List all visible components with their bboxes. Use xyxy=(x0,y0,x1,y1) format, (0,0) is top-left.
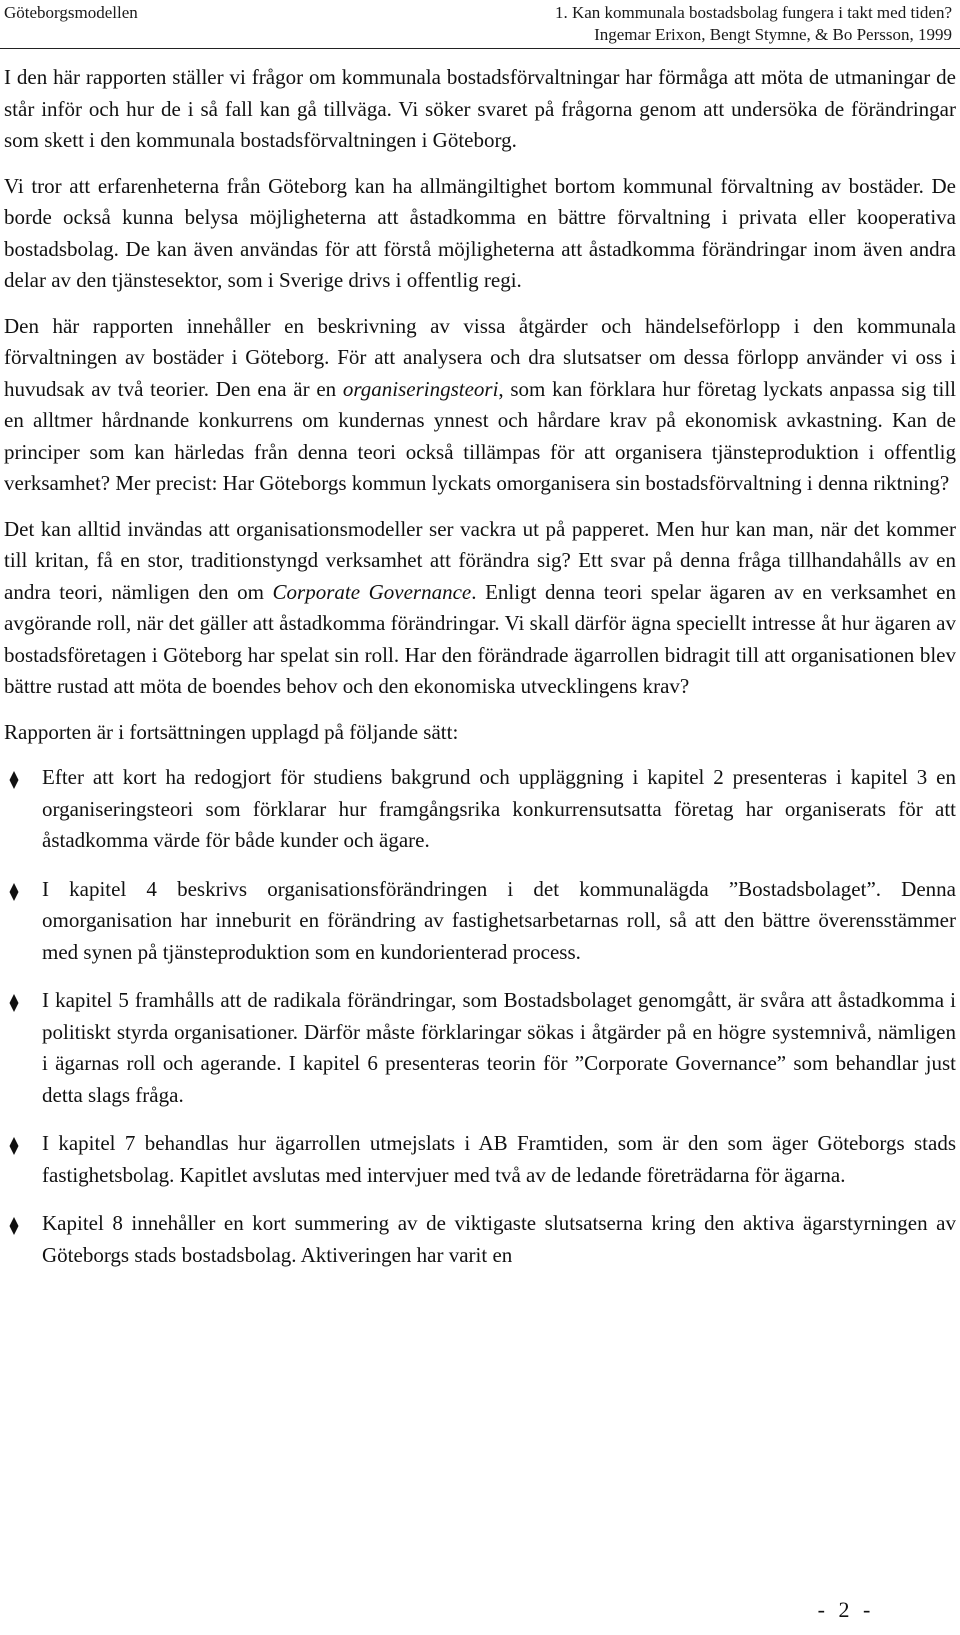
list-item xyxy=(4,874,956,969)
list-item xyxy=(4,762,956,857)
list-item-text: I kapitel 7 behandlas hur ägarrollen utmejslats i AB Framtiden, som är den som äger Göteborgs stads fastighetsbolag. Kapitlet avslutas med intervjuer med två av de ledande företrädarna för ägarna. xyxy=(42,1131,956,1187)
list-item xyxy=(4,1208,956,1271)
page-body xyxy=(4,62,956,1288)
list-item-text: I kapitel 4 beskrivs organisationsförändringen i det kommunalägda ”Bostadsbolaget”. Denna omorganisation har inneburit en förändring av fastighetsarbetarnas roll, så att den bättre överensstämmer med synen på tjänsteproduktion som en kundorienterad process. xyxy=(42,876,956,964)
list-item xyxy=(4,985,956,1111)
header-left-title: Göteborgsmodellen xyxy=(4,3,138,22)
page-number: - 2 - xyxy=(817,1597,875,1622)
diamond-bullet-icon xyxy=(4,985,24,1016)
paragraph-4-text-b: . Enligt denna teori spelar ägaren av en verksamhet en avgörande roll, när det gäller att åstadkomma förändringar. Vi skall därför ägna speciellt intresse åt hur ägaren av bostadsföretagen i Göteborg har spelat sin roll. Har den förändrade ägarrollen bidragit till att organisationen blev bättre rustad att möta de boendes behov och den ekonomiska utvecklingens krav? xyxy=(4,579,956,698)
page-footer xyxy=(0,1597,960,1623)
diamond-bullet-icon xyxy=(4,1208,24,1239)
paragraph-3-emphasis: organiseringsteori xyxy=(342,376,499,401)
diamond-bullet-icon xyxy=(4,1128,24,1159)
header-authors: Ingemar Erixon, Bengt Stymne, & Bo Persson, 1999 xyxy=(594,25,952,44)
paragraph-4-emphasis: Corporate Governance xyxy=(272,579,472,604)
list-item xyxy=(4,1128,956,1191)
list-item-text: Efter att kort ha redogjort för studiens bakgrund och uppläggning i kapitel 2 presenteras i kapitel 3 en organiseringsteori som förklarar hur framgångsrika konkurrensutsatta företag har organiserats för att åstadkomma värde för både kunder och ägare. xyxy=(42,765,956,852)
paragraph-3-text-b: , som kan förklara hur företag lyckats anpassa sig till en alltmer hårdnande konkurrens om kundernas ynnest och hårdare krav på ekonomisk avkastning. Kan de principer som kan härledas från denna teori också tillämpas för att organisera tjänsteproduktion i offentlig verksamhet? Mer precist: Har Göteborgs kommun lyckats omorganisera sin bostadsförvaltning i denna riktning? xyxy=(4,376,956,495)
header-rule xyxy=(0,48,960,49)
paragraph-4-text-a: Det kan alltid invändas att organisationsmodeller ser vackra ut på papperet. Men hur kan man, när det kommer till kritan, få en stor, traditionstyngd verksamhet att förändra sig? Ett svar på denna fråga tillhandahålls av en andra teori, nämligen den om xyxy=(4,516,956,604)
paragraph-5: Rapporten är i fortsättningen upplagd på följande sätt: xyxy=(4,719,459,744)
paragraph-3-text-a: Den här rapporten innehåller en beskrivning av vissa åtgärder och händelseförlopp i den kommunala förvaltningen av bostäder i Göteborg. För att analysera och dra slutsatser om dessa förlopp använder vi oss i huvudsak av två teorier. Den ena är en xyxy=(4,313,956,401)
paragraph-3 xyxy=(4,311,956,500)
diamond-bullet-icon xyxy=(4,874,24,905)
header-right-block xyxy=(555,2,952,46)
paragraph-4 xyxy=(4,514,956,703)
header-chapter-title: 1. Kan kommunala bostadsbolag fungera i takt med tiden? xyxy=(554,3,952,22)
list-item-text: Kapitel 8 innehåller en kort summering av de viktigaste slutsatserna kring den aktiva ägarstyrningen av Göteborgs stads bostadsbolag. Aktiveringen har varit en xyxy=(42,1211,956,1267)
diamond-bullet-icon xyxy=(4,762,24,793)
chapter-list xyxy=(4,762,956,1271)
list-item-text: I kapitel 5 framhålls att de radikala förändringar, som Bostadsbolaget genomgått, är svåra att åstadkomma i politiskt styrda organisationer. Därför måste förklaringar sökas i åtgärder på en högre systemnivå, nämligen i ägarnas roll och agerande. I kapitel 6 presenteras teorin för ”Corporate Governance” som behandlar just detta slags fråga. xyxy=(42,988,956,1107)
paragraph-1: I den här rapporten ställer vi frågor om kommunala bostadsförvaltningar har förmåga att möta de utmaningar de står inför och hur de i så fall kan gå tillväga. Vi söker svaret på frågorna genom att undersöka de förändringar som skett i den kommunala bostadsförvaltningen i Göteborg. xyxy=(4,65,956,152)
paragraph-2: Vi tror att erfarenheterna från Göteborg kan ha allmängiltighet bortom kommunal förvaltning av bostäder. De borde också kunna belysa möjligheterna att åstadkomma en bättre förvaltning i privata eller kooperativa bostadsbolag. De kan även användas för att förstå möjligheterna att åstadkomma förändringar inom även andra delar av den tjänstesektor, som i Sverige drivs i offentlig regi. xyxy=(4,173,956,292)
